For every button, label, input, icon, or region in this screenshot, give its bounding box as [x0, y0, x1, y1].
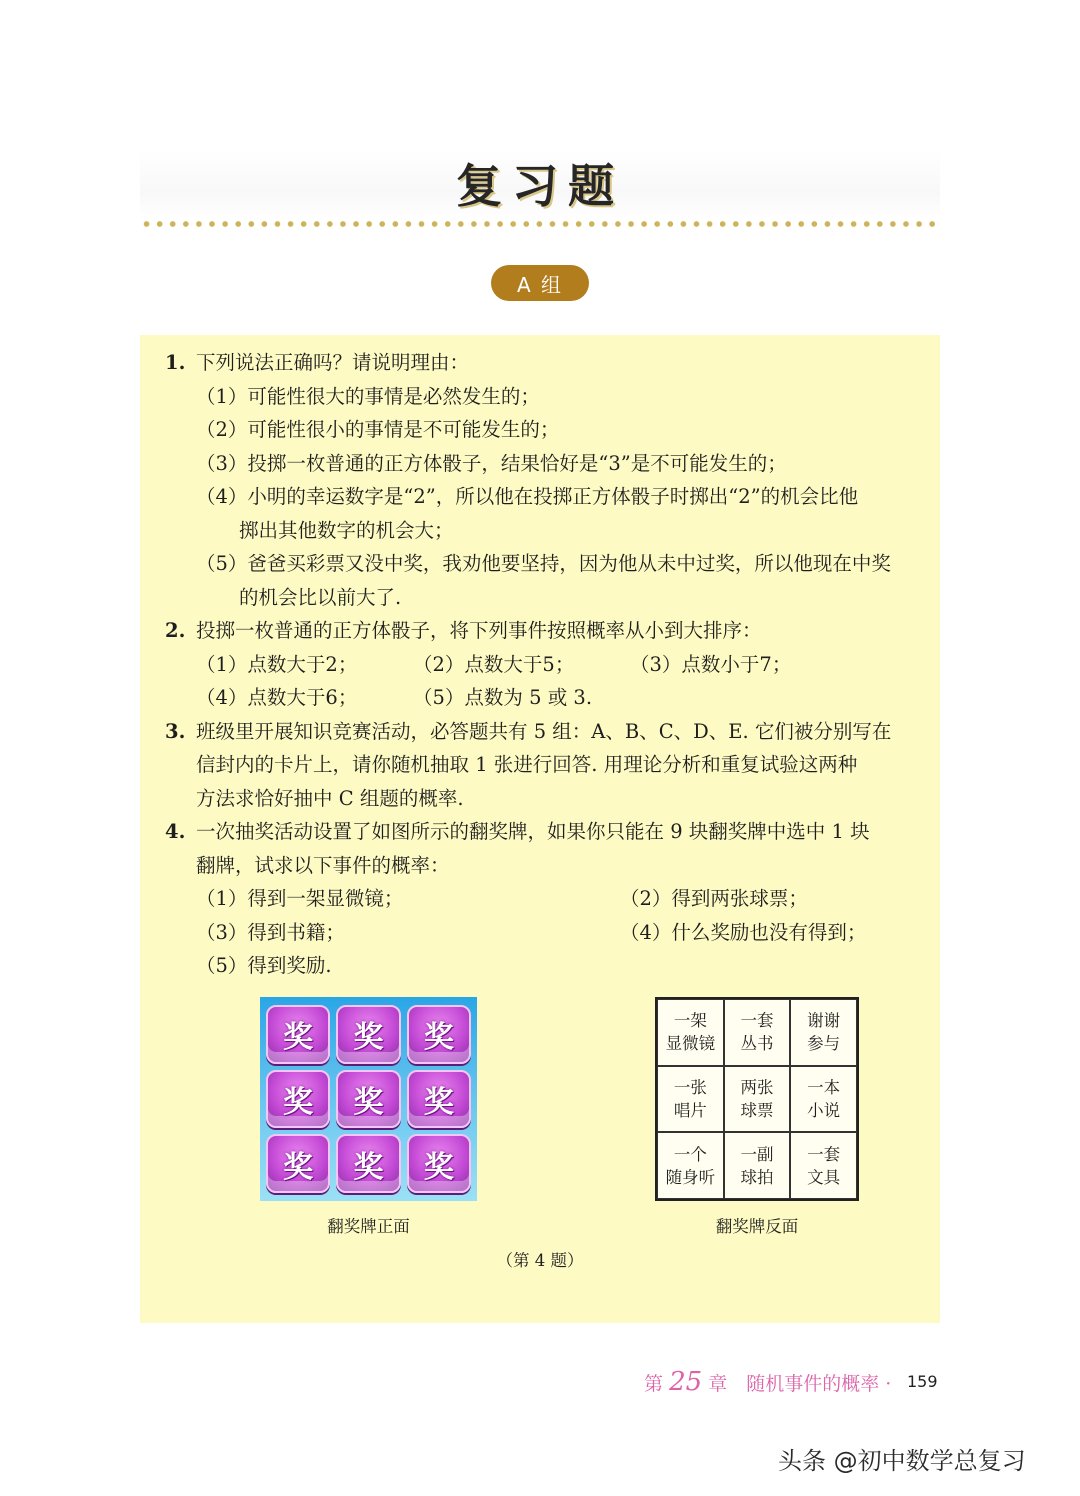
front-caption: 翻奖牌正面	[327, 1217, 410, 1236]
prize-cell-line: 文具	[807, 1167, 841, 1187]
ex2-item-5: （5）点数为 5 或 3.	[413, 686, 593, 709]
ex1-item-1: （1）可能性很大的事情是必然发生的；	[196, 385, 540, 408]
group-badge: A 组	[491, 265, 589, 301]
prize-cell	[790, 999, 857, 1066]
ex4-item-5: （5）得到奖励.	[196, 954, 332, 977]
ex1-stem: 下列说法正确吗？请说明理由：	[196, 351, 470, 374]
prize-cell-line: 一副	[740, 1144, 774, 1164]
prize-cell-line: 一本	[807, 1077, 841, 1097]
prize-cell	[724, 1132, 791, 1199]
back-caption: 翻奖牌反面	[715, 1217, 799, 1236]
prize-cards-front	[260, 997, 477, 1201]
prize-cell-line: 唱片	[673, 1100, 707, 1120]
ex1-number: 1.	[165, 351, 186, 374]
watermark: 头条 @初中数学总复习	[778, 1447, 1026, 1475]
prize-cell	[724, 1066, 791, 1133]
ex2-stem: 投掷一枚普通的正方体骰子，将下列事件按照概率从小到大排序：	[196, 619, 762, 642]
prize-card: 奖	[336, 1070, 400, 1129]
prize-cell-line: 丛书	[740, 1034, 774, 1054]
prize-card: 奖	[407, 1005, 471, 1064]
ex3-number: 3.	[165, 720, 186, 743]
page-title: 复习题	[456, 159, 624, 213]
ex4-number: 4.	[165, 820, 186, 843]
ex4-item-1: （1）得到一架显微镜；	[196, 887, 404, 910]
prize-cell	[790, 1132, 857, 1199]
prize-card: 奖	[336, 1134, 400, 1193]
prize-cell-line: 一套	[740, 1011, 774, 1031]
prize-cards-back	[655, 997, 859, 1201]
page-number: 159	[907, 1372, 938, 1391]
chapter-number: 25	[669, 1367, 703, 1397]
prize-card: 奖	[407, 1070, 471, 1129]
prize-cell-line: 球票	[740, 1100, 774, 1120]
prize-card: 奖	[266, 1070, 330, 1129]
ex1-item-4-cont: 掷出其他数字的机会大；	[239, 519, 454, 542]
prize-cell-line: 一个	[673, 1144, 707, 1164]
chapter-prefix: 第	[644, 1373, 664, 1395]
prize-cell-line: 一张	[673, 1077, 707, 1097]
ex1-item-4: （4）小明的幸运数字是“2”，所以他在投掷正方体骰子时掷出“2”的机会比他	[196, 485, 859, 508]
ex2-item-2: （2）点数大于5；	[413, 653, 575, 676]
figure-caption: （第 4 题）	[496, 1251, 584, 1270]
ex4-item-4: （4）什么奖励也没有得到；	[620, 921, 867, 944]
chapter-footer	[644, 1367, 891, 1397]
prize-cell-line: 显微镜	[665, 1034, 716, 1054]
ex2-item-4: （4）点数大于6；	[196, 686, 358, 709]
prize-card: 奖	[266, 1005, 330, 1064]
ex4-item-3: （3）得到书籍；	[196, 921, 345, 944]
ex4-item-2: （2）得到两张球票；	[620, 887, 808, 910]
prize-cell	[657, 1132, 724, 1199]
prize-card: 奖	[407, 1134, 471, 1193]
prize-cell	[790, 1066, 857, 1133]
chapter-title: 章 随机事件的概率 ·	[708, 1373, 892, 1395]
ex3-line-1: 班级里开展知识竞赛活动，必答题共有 5 组：A、B、C、D、E. 它们被分别写在	[196, 720, 892, 743]
prize-cell-line: 一架	[673, 1011, 707, 1031]
ex2-number: 2.	[165, 619, 186, 642]
prize-cell-line: 两张	[740, 1077, 774, 1097]
prize-cell-line: 谢谢	[807, 1011, 841, 1031]
dotted-divider	[140, 220, 940, 228]
ex3-line-3: 方法求恰好抽中 C 组题的概率.	[196, 787, 464, 810]
prize-card: 奖	[266, 1134, 330, 1193]
ex4-line-1: 一次抽奖活动设置了如图所示的翻奖牌，如果你只能在 9 块翻奖牌中选中 1 块	[196, 820, 870, 843]
prize-card: 奖	[336, 1005, 400, 1064]
prize-cell-line: 小说	[807, 1100, 841, 1120]
prize-cell	[657, 999, 724, 1066]
ex2-item-1: （1）点数大于2；	[196, 653, 358, 676]
ex3-line-2: 信封内的卡片上，请你随机抽取 1 张进行回答. 用理论分析和重复试验这两种	[196, 753, 858, 776]
ex1-item-5-cont: 的机会比以前大了.	[239, 586, 402, 609]
ex1-item-2: （2）可能性很小的事情是不可能发生的；	[196, 418, 560, 441]
prize-cell	[657, 1066, 724, 1133]
prize-cell-line: 随身听	[665, 1167, 716, 1187]
ex2-item-3: （3）点数小于7；	[630, 653, 792, 676]
prize-cell-line: 一套	[807, 1144, 841, 1164]
ex1-item-3: （3）投掷一枚普通的正方体骰子，结果恰好是“3”是不可能发生的；	[196, 452, 787, 475]
ex4-line-2: 翻牌，试求以下事件的概率：	[196, 854, 450, 877]
prize-cell	[724, 999, 791, 1066]
prize-cell-line: 球拍	[740, 1167, 774, 1187]
prize-cell-line: 参与	[807, 1034, 841, 1054]
ex1-item-5: （5）爸爸买彩票又没中奖，我劝他要坚持，因为他从未中过奖，所以他现在中奖	[196, 552, 891, 575]
